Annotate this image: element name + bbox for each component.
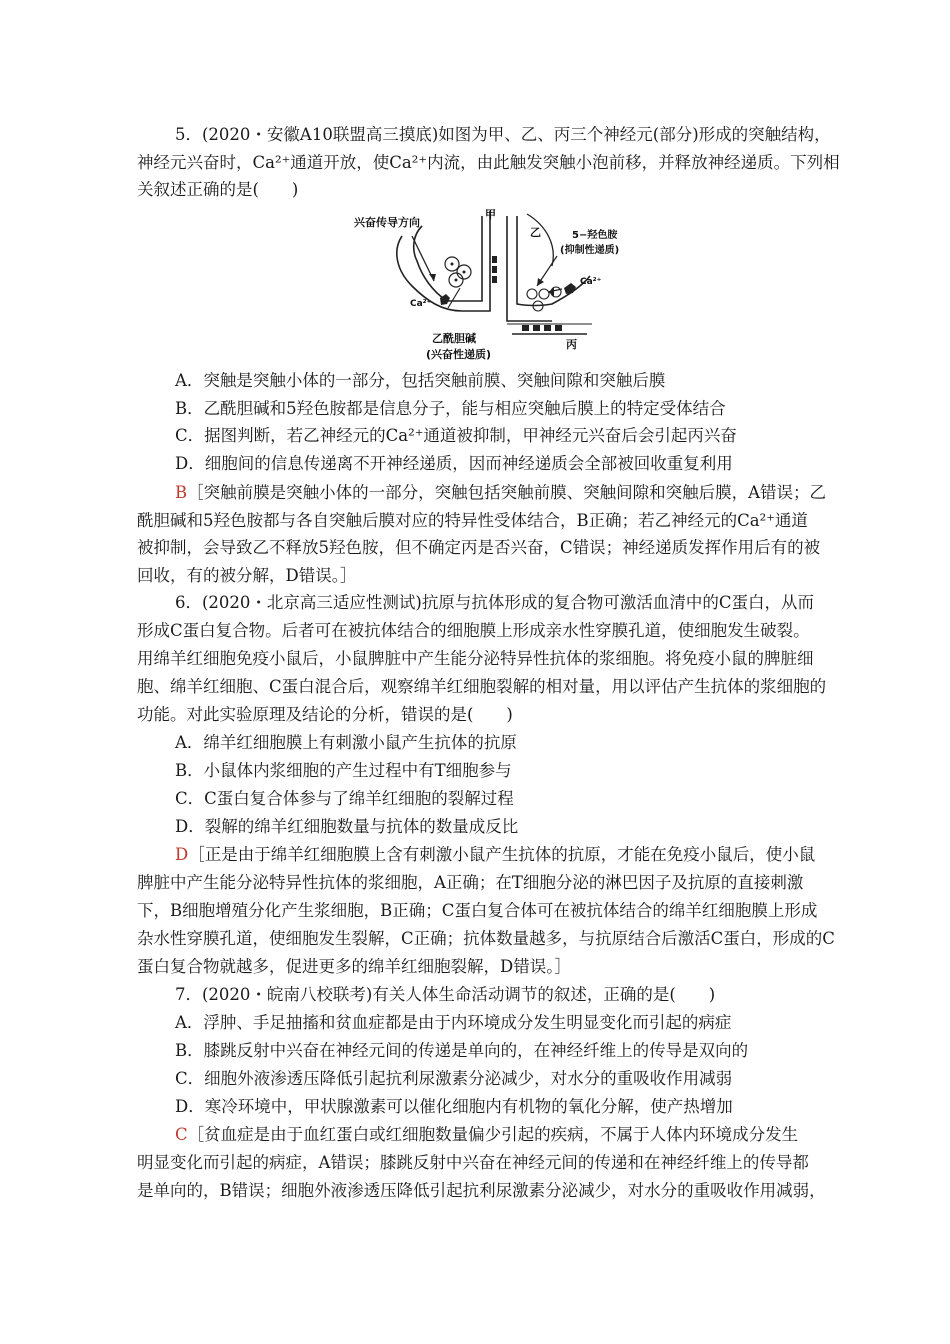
receptor (492, 256, 497, 263)
q6-option-b: B．小鼠体内浆细胞的产生过程中有T细胞参与 (175, 761, 512, 780)
receptor (492, 276, 497, 283)
q7-stem-line-1: 7．(2020・皖南八校联考)有关人体生命活动调节的叙述，正确的是( ) (175, 985, 716, 1004)
q6-stem-line-5: 功能。对此实验原理及结论的分析，错误的是( ) (137, 705, 513, 724)
q6-stem-line-4: 胞、绵羊红细胞、C蛋白混合后，观察绵羊红细胞裂解的相对量，用以评估产生抗体的浆细胞的 (137, 677, 827, 696)
q5-explanation-line-2: 酰胆碱和5羟色胺都与各自突触后膜对应的特异性受体结合，B正确；若乙神经元的Ca²⁺通道 (137, 511, 808, 530)
q6-stem-line-2: 形成C蛋白复合物。后者可在被抗体结合的细胞膜上形成亲水性穿膜孔道，使细胞发生破裂。 (137, 621, 810, 640)
vesicle (539, 289, 549, 299)
label-ach: 乙酰胆碱 (432, 332, 476, 345)
q5-explanation-line-3: 被抑制，会导致乙不释放5羟色胺，但不确定丙是否兴奋，C错误；神经递质发挥作用后有的被 (137, 538, 821, 557)
receptor (533, 325, 540, 331)
label-ach-sub: (兴奋性递质) (426, 348, 492, 361)
q5-explanation-line-4: 回收，有的被分解，D错误。］ (137, 566, 357, 585)
label-5ht-sub: (抑制性递质) (560, 245, 620, 256)
q6-explanation-line-3: 下，B细胞增殖分化产生浆细胞，B正确；C蛋白复合体可在被抗体结合的绵羊红细胞膜上形成 (137, 901, 818, 920)
q6-stem-line-3: 用绵羊红细胞免疫小鼠后，小鼠脾脏中产生能分泌特异性抗体的浆细胞。将免疫小鼠的脾脏细 (137, 649, 814, 668)
q6-option-d: D．裂解的绵羊红细胞数量与抗体的数量成反比 (175, 817, 519, 836)
receptor (555, 325, 562, 331)
label-ca-right: Ca²⁺ (580, 277, 602, 287)
q6-explanation-line-1: D［正是由于绵羊红细胞膜上含有刺激小鼠产生抗体的抗原，才能在免疫小鼠后，使小鼠 (175, 845, 816, 864)
q5-option-d: D．细胞间的信息传递离不开神经递质，因而神经递质会全部被回收重复利用 (175, 454, 733, 473)
q7-explanation-line-1: C［贫血症是由于血红蛋白或红细胞数量偏少引起的疾病，不属于人体内环境成分发生 (175, 1125, 799, 1144)
q6-option-c: C．C蛋白复合体参与了绵羊红细胞的裂解过程 (175, 789, 514, 808)
vesicle (527, 289, 537, 299)
label-yi: 乙 (530, 226, 541, 239)
label-direction: 兴奋传导方向 (354, 216, 420, 229)
label-jia: 甲 (485, 208, 496, 221)
ca-channel-right (564, 283, 576, 294)
q5-explanation-line-1: B［突触前膜是突触小体的一部分，突触包括突触前膜、突触间隙和突触后膜，A错误；乙 (175, 483, 827, 502)
receptor (544, 325, 551, 331)
q7-answer: C (175, 1125, 188, 1144)
label-5ht: 5−羟色胺 (572, 230, 618, 241)
receptor (492, 266, 497, 273)
q5-option-a: A．突触是突触小体的一部分，包括突触前膜、突触间隙和突触后膜 (175, 371, 666, 390)
q7-option-d: D．寒冷环境中，甲状腺激素可以催化细胞内有机物的氧化分解，使产热增加 (175, 1097, 733, 1116)
ca-channel-left (440, 294, 450, 305)
q7-explanation-line-2: 明显变化而引起的病症，A错误；膝跳反射中兴奋在神经元间的传递和在神经纤维上的传导都 (137, 1153, 809, 1172)
q6-explanation-line-5: 蛋白复合物就越多，促进更多的绵羊红细胞裂解，D错误。］ (137, 957, 571, 976)
receptor (522, 325, 529, 331)
q5-option-c: C．据图判断，若乙神经元的Ca²⁺通道被抑制，甲神经元兴奋后会引起丙兴奋 (175, 426, 737, 445)
q6-explanation-line-2: 脾脏中产生能分泌特异性抗体的浆细胞，A正确；在T细胞分泌的淋巴因子及抗原的直接刺激 (137, 873, 804, 892)
q5-answer: B (175, 483, 188, 502)
q6-answer: D (175, 845, 189, 864)
label-bing: 丙 (566, 338, 577, 351)
q5-stem-line-2: 神经元兴奋时，Ca²⁺通道开放，使Ca²⁺内流，由此触发突触小泡前移，并释放神经递质。下列相 (137, 153, 840, 172)
label-ca-left: Ca²⁺ (410, 299, 432, 309)
q7-option-b: B．膝跳反射中兴奋在神经元间的传递是单向的，在神经纤维上的传导是双向的 (175, 1041, 749, 1060)
q6-stem-line-1: 6．(2020・北京高三适应性测试)抗原与抗体形成的复合物可激活血清中的C蛋白，从而 (175, 593, 814, 612)
q5-stem-line-1: 5．(2020・安徽A10联盟高三摸底)如图为甲、乙、丙三个神经元(部分)形成的突触结构， (175, 125, 831, 144)
q7-option-a: A．浮肿、手足抽搐和贫血症都是由于内环境成分发生明显变化而引起的病症 (175, 1013, 732, 1032)
q7-explanation-line-3: 是单向的，B错误；细胞外液渗透压降低引起抗利尿激素分泌减少，对水分的重吸收作用减弱， (137, 1181, 826, 1200)
q6-option-a: A．绵羊红细胞膜上有刺激小鼠产生抗体的抗原 (175, 733, 517, 752)
q5-stem-line-3: 关叙述正确的是( ) (137, 180, 299, 199)
q6-explanation-line-4: 杂水性穿膜孔道，使细胞发生裂解，C正确；抗体数量越多，与抗原结合后激活C蛋白，形成的C (137, 929, 835, 948)
q7-option-c: C．细胞外液渗透压降低引起抗利尿激素分泌减少，对水分的重吸收作用减弱 (175, 1069, 733, 1088)
q5-option-b: B．乙酰胆碱和5羟色胺都是信息分子，能与相应突触后膜上的特定受体结合 (175, 399, 726, 418)
synapse-diagram (352, 206, 642, 364)
